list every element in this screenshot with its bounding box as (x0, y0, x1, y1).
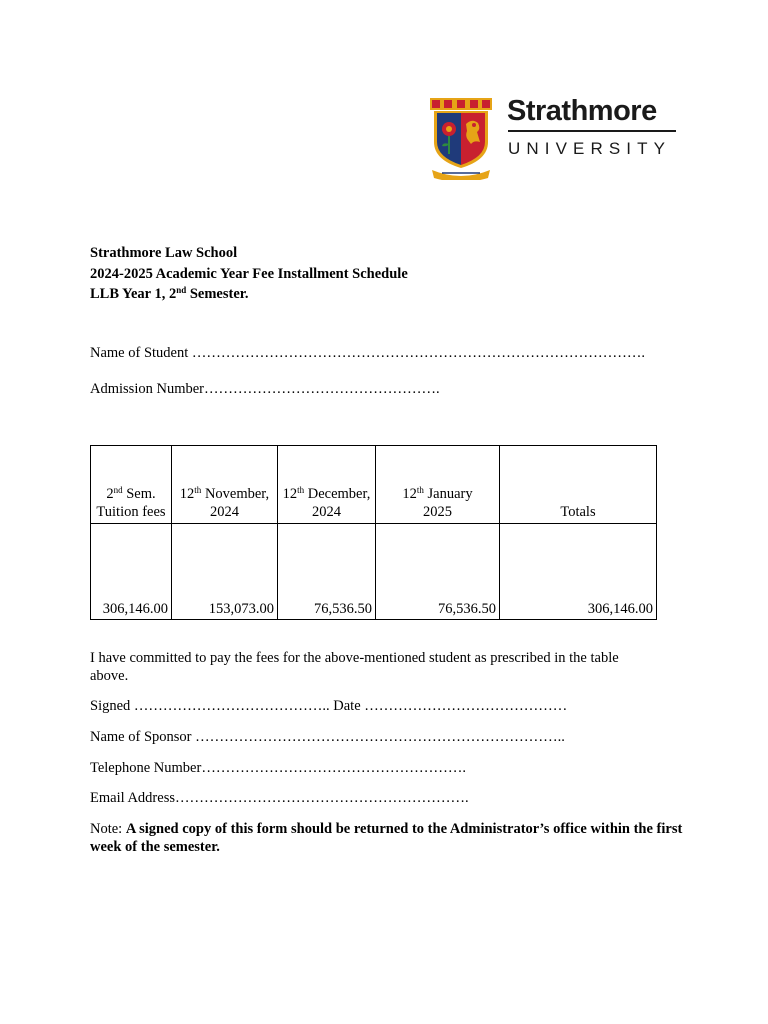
header-cell-totals: Totals (500, 446, 657, 524)
header-cell-january: 12th January 2025 (376, 446, 500, 524)
programme-line (90, 284, 408, 305)
header-cell-november: 12th November, 2024 (172, 446, 278, 524)
logo-subtitle: UNIVERSITY (508, 139, 672, 158)
value-cell-january: 76,536.50 (376, 524, 500, 620)
header-cell-december: 12th December, 2024 (278, 446, 376, 524)
value-cell-december: 76,536.50 (278, 524, 376, 620)
programme-text: LLB Year 1, 2 (90, 286, 177, 302)
commitment-statement: I have committed to pay the fees for the above-mentioned student as prescribed in the table above. (90, 650, 619, 684)
table-header-row (91, 446, 657, 524)
telephone-field[interactable]: Telephone Number………………………………………………. (90, 760, 466, 776)
sponsor-name-field[interactable]: Name of Sponsor ………………………………………………………………….. (90, 729, 565, 745)
header-cell-tuition: 2nd Sem. Tuition fees (91, 446, 172, 524)
strathmore-university-logo (428, 94, 680, 180)
note-text: A signed copy of this form should be returned to the Administrator’s office within the first week of the semester. (90, 821, 683, 855)
school-name: Strathmore Law School (90, 245, 238, 261)
schedule-title: 2024-2025 Academic Year Fee Installment Schedule (90, 265, 408, 282)
value-cell-totals: 306,146.00 (500, 524, 657, 620)
university-crest-icon (428, 96, 494, 180)
ordinal-suffix: nd (176, 285, 187, 295)
document-heading (90, 243, 408, 305)
logo-wordmark: Strathmore (507, 95, 657, 127)
value-cell-november: 153,073.00 (172, 524, 278, 620)
note (90, 821, 685, 856)
fee-installment-table (90, 445, 657, 620)
table-row (91, 524, 657, 620)
value-cell-tuition: 306,146.00 (91, 524, 172, 620)
note-label: Note: (90, 821, 126, 837)
student-name-field[interactable]: Name of Student …………………………………………………………………………………. (90, 345, 646, 361)
semester-text: Semester. (186, 286, 249, 302)
logo-divider (508, 130, 676, 132)
email-field[interactable]: Email Address……………………………………………………. (90, 790, 469, 806)
signature-date-field[interactable]: Signed ………………………………….. Date …………………………………… (90, 698, 568, 714)
admission-number-field[interactable]: Admission Number…………………………………………. (90, 381, 440, 397)
